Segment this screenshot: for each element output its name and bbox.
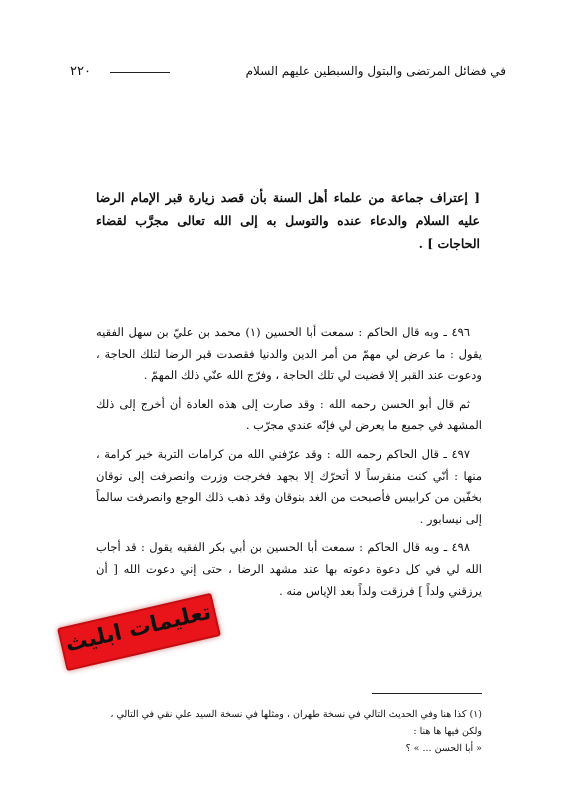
footnote-line-2: « أبا الحسن ... » ؟ (405, 743, 482, 754)
footnote-rule (372, 693, 482, 694)
paragraph-497: ٤٩٧ ـ قال الحاكم رحمه الله : وقد عرّفني الله من كرامات التربة خير كرامة ، منها : أنّي كنت منقرساً لا أتحرّك إلا بجهد فخرجت وزرت وانصرفت إلى نوقان بخفّين من كرابيس فأصبحت من الغد بنوقان وقد ذهب ذلك الوجع وانصرفت سالماً إلى نيسابور . (96, 446, 482, 526)
header-title: في فضائل المرتضى والبتول والسبطين عليهم السلام (245, 64, 506, 78)
header-rule (110, 72, 170, 73)
paragraph-496: ٤٩٦ ـ وبه قال الحاكم : سمعت أبا الحسين (١) محمد بن عليّ بن سهل الفقيه يقول : ما عرض لي مهمّ من أمر الدين والدنيا فقصدت قبر الرضا لتلك الحاجة ، ودعوت عند القبر إلا قضيت لي تلك الحاجة ، وفرّج الله عنّي ذلك المهمّ . (96, 325, 482, 383)
footnote (96, 706, 482, 757)
page-number: ٢٢٠ (70, 64, 91, 79)
section-heading: [ إعتراف جماعة من علماء أهل السنة بأن قصد زيارة قبر الإمام الرضا عليه السلام والدعاء عنده والتوسل به إلى الله تعالى مجرَّب لقضاء الحاجات ] . (96, 190, 480, 251)
paragraph-498: ٤٩٨ ـ وبه قال الحاكم : سمعت أبا الحسين بن أبي بكر الفقيه يقول : قد أجاب الله لي في كل دعوة دعوته بها عند مشهد الرضا ، حتى إني دعوت الله [ أن يرزقني ولداً ] فرزقت ولداً بعد الإياس منه . (96, 540, 482, 598)
running-header (70, 62, 506, 82)
footnote-line-1: (١) كذا هنا وفي الحديث التالي في نسخة طهران ، ومثلها في نسخة السيد علي نقي في التالي ، ولكن فيها ها هنا : (110, 709, 482, 737)
stamp-text: تعليمات ابليث (63, 599, 214, 658)
paragraph-496-cont: ثم قال أبو الحسن رحمه الله : وقد صارت إلى هذه العادة أن أخرج إلى ذلك المشهد في جميع ما يعرض لي فإنّه عندي مجرّب . (96, 396, 482, 433)
body-text (96, 322, 482, 609)
